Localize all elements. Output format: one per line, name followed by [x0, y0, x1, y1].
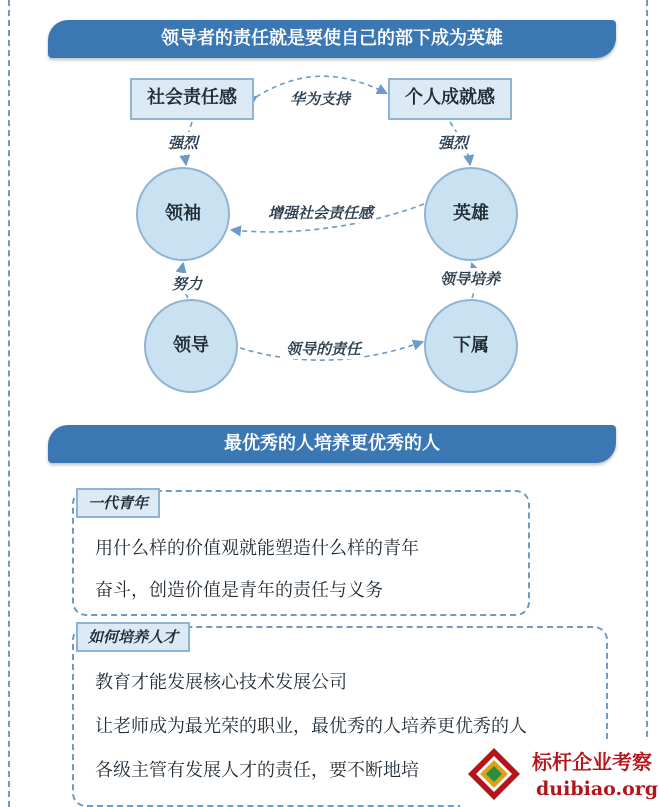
node-personal-achievement: 个人成就感: [388, 78, 512, 120]
node-hero: 英雄: [424, 167, 518, 261]
edge-label-strong-left: 强烈: [168, 134, 199, 152]
card-talent-line: 各级主管有发展人才的责任，要不断地培: [95, 760, 419, 781]
card-youth-line: 奋斗，创造价值是青年的责任与义务: [95, 580, 383, 601]
edge-label-strong-right: 强烈: [438, 134, 469, 152]
edge-label-enhance: 增强社会责任感: [268, 204, 374, 222]
edge-label-responsibility: 领导的责任: [286, 340, 362, 358]
node-social-responsibility: 社会责任感: [130, 78, 254, 120]
logo-name: 标杆企业考察: [532, 750, 652, 774]
watermark-logo: [460, 740, 659, 807]
node-subordinate: 下属: [424, 299, 518, 393]
node-leader-figure: 领袖: [136, 167, 230, 261]
node-leader: 领导: [144, 299, 238, 393]
card-youth-line: 用什么样的价值观就能塑造什么样的青年: [95, 538, 419, 559]
edge-label-cultivate: 领导培养: [440, 270, 501, 288]
card-talent-line: 让老师成为最光荣的职业，最优秀的人培养更优秀的人: [95, 716, 527, 737]
card-talent-line: 教育才能发展核心技术发展公司: [95, 672, 347, 693]
edge-label-support: 华为支持: [290, 90, 351, 108]
section2-banner: 最优秀的人培养更优秀的人: [48, 425, 616, 463]
logo-domain: duibiao.org: [536, 778, 659, 800]
diamond-logo-icon: [466, 746, 522, 802]
card-youth-tag: 一代青年: [76, 488, 160, 518]
edge-label-effort: 努力: [172, 275, 203, 293]
card-talent-tag: 如何培养人才: [76, 622, 190, 652]
section1-banner: 领导者的责任就是要使自己的部下成为英雄: [48, 20, 616, 58]
